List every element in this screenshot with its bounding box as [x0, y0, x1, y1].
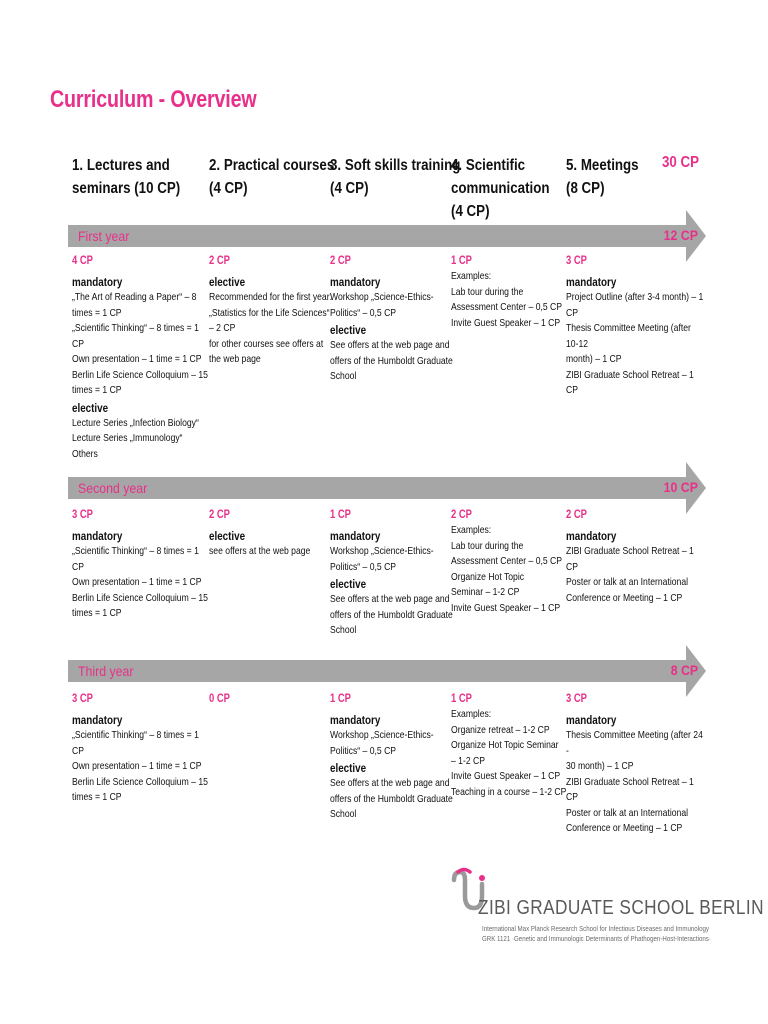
cell-line: Workshop „Science-Ethics-	[330, 545, 434, 557]
cell-line: ZIBI Graduate School Retreat – 1 CP	[566, 368, 694, 396]
column-header-line: (4 CP)	[209, 180, 248, 197]
column-header-5	[566, 154, 639, 200]
cell-line: offers of the Humboldt Graduate	[330, 354, 453, 367]
cell-subheading: mandatory	[566, 529, 617, 543]
cell-year3-col1	[72, 692, 212, 806]
cell-cp: 3 CP	[72, 509, 93, 521]
column-header-line: communication	[451, 180, 550, 197]
cell-cp: 1 CP	[451, 693, 472, 705]
cell-line: „Statistics for the Life Sciences“	[209, 306, 330, 319]
cell-line: Lecture Series „Infection Biology“	[72, 416, 199, 429]
cell-line: Examples:	[451, 524, 492, 536]
cell-line: Poster or talk at an International	[566, 576, 689, 588]
year-arrow	[68, 462, 708, 514]
cell-line: Politics“ – 0,5 CP	[330, 744, 397, 757]
cell-line: School	[330, 624, 357, 636]
cell-line: „Scientific Thinking“ – 8 times = 1 CP	[72, 729, 199, 757]
cell-line: Workshop „Science-Ethics-	[330, 729, 434, 741]
year-label: Second year	[78, 480, 148, 496]
cell-line: Berlin Life Science Colloquium – 15	[72, 775, 208, 788]
cell-cp: 3 CP	[566, 693, 587, 705]
cell-year3-col3	[330, 692, 470, 823]
cell-line: School	[330, 370, 357, 382]
cell-line: Organize retreat – 1-2 CP	[451, 723, 550, 736]
cell-line: times = 1 CP	[72, 607, 122, 619]
cell-line: „The Art of Reading a Paper“ – 8	[72, 291, 197, 303]
cell-line: Project Outline (after 3-4 month) – 1 CP	[566, 291, 704, 319]
cell-line: Berlin Life Science Colloquium – 15	[72, 368, 208, 381]
column-header-line: 1. Lectures and	[72, 157, 170, 174]
cell-line: – 1-2 CP	[451, 754, 485, 767]
cell-year1-col1	[72, 254, 212, 462]
cell-line: Conference or Meeting – 1 CP	[566, 591, 683, 604]
cell-line: Lab tour during the	[451, 539, 524, 552]
cell-line: See offers at the web page and	[330, 593, 450, 605]
page-title: Curriculum - Overview	[50, 86, 257, 113]
cell-line: Thesis Committee Meeting (after 10-12	[566, 322, 691, 350]
cell-line: Teaching in a course – 1-2 CP	[451, 785, 567, 798]
cell-subheading: mandatory	[330, 529, 381, 543]
cell-line: ZIBI Graduate School Retreat – 1 CP	[566, 775, 694, 803]
cell-line: School	[330, 808, 357, 820]
cell-line: times = 1 CP	[72, 791, 122, 803]
cell-line: Berlin Life Science Colloquium – 15	[72, 591, 208, 604]
cell-line: Invite Guest Speaker – 1 CP	[451, 316, 561, 329]
cell-cp: 0 CP	[209, 693, 230, 705]
cell-line: Examples:	[451, 270, 492, 282]
cell-cp: 2 CP	[209, 255, 230, 267]
cell-line: Politics“ – 0,5 CP	[330, 306, 397, 319]
cell-subheading: elective	[330, 323, 367, 337]
cell-cp: 2 CP	[566, 509, 587, 521]
year-bar-3	[68, 645, 708, 685]
cell-line: see offers at the web page	[209, 545, 311, 557]
cell-line: Workshop „Science-Ethics-	[330, 291, 434, 303]
cell-line: Assessment Center – 0,5 CP	[451, 301, 563, 313]
logo-subline-1: International Max Planck Research School for Infectious Diseases and Immunology	[482, 924, 709, 933]
cell-line: for other courses see offers at	[209, 337, 324, 350]
cell-subheading: mandatory	[566, 713, 617, 727]
cell-line: offers of the Humboldt Graduate	[330, 792, 453, 805]
year-cp: 12 CP	[663, 227, 698, 243]
cell-subheading: elective	[209, 529, 246, 543]
cell-line: „Scientific Thinking“ – 8 times = 1 CP	[72, 545, 199, 573]
cell-line: See offers at the web page and	[330, 777, 450, 789]
cell-year3-col2	[209, 692, 349, 712]
cell-year2-col3	[330, 508, 470, 639]
total-cp: 30 CP	[662, 154, 700, 171]
cell-subheading: elective	[330, 761, 367, 775]
column-header-3	[330, 154, 460, 200]
cell-line: Seminar – 1-2 CP	[451, 586, 520, 598]
cell-year3-col5	[566, 692, 706, 837]
cell-line: offers of the Humboldt Graduate	[330, 608, 453, 621]
cell-year1-col3	[330, 254, 470, 385]
cell-line: Own presentation – 1 time = 1 CP	[72, 353, 202, 365]
year-label: First year	[78, 228, 130, 244]
cell-subheading: mandatory	[566, 275, 617, 289]
cell-line: the web page	[209, 353, 261, 365]
cell-line: times = 1 CP	[72, 384, 122, 396]
cell-cp: 1 CP	[330, 693, 351, 705]
cell-line: times = 1 CP	[72, 306, 122, 319]
cell-cp: 2 CP	[451, 509, 472, 521]
cell-year2-col5	[566, 508, 706, 606]
cell-line: Own presentation – 1 time = 1 CP	[72, 760, 202, 772]
cell-subheading: mandatory	[330, 275, 381, 289]
cell-line: „Scientific Thinking“ – 8 times = 1 CP	[72, 322, 199, 350]
cell-line: ZIBI Graduate School Retreat – 1 CP	[566, 545, 694, 573]
cell-year2-col2	[209, 508, 349, 560]
year-cp: 10 CP	[663, 479, 698, 495]
year-bar-2	[68, 462, 708, 502]
cell-subheading: mandatory	[72, 529, 123, 543]
cell-line: Lecture Series „Immunology“	[72, 432, 183, 444]
cell-cp: 4 CP	[72, 255, 93, 267]
cell-year2-col1	[72, 508, 212, 622]
cell-subheading: elective	[209, 275, 246, 289]
cell-subheading: mandatory	[72, 713, 123, 727]
cell-line: Assessment Center – 0,5 CP	[451, 555, 563, 567]
cell-subheading: mandatory	[330, 713, 381, 727]
column-header-line: (4 CP)	[330, 180, 369, 197]
cell-cp: 2 CP	[330, 255, 351, 267]
cell-line: Others	[72, 447, 98, 460]
cell-line: See offers at the web page and	[330, 339, 450, 351]
cell-cp: 1 CP	[451, 255, 472, 267]
cell-line: Own presentation – 1 time = 1 CP	[72, 576, 202, 588]
column-header-line: (4 CP)	[451, 203, 490, 220]
column-header-line: (8 CP)	[566, 180, 605, 197]
cell-line: Invite Guest Speaker – 1 CP	[451, 770, 561, 782]
cell-line: Thesis Committee Meeting (after 24 -	[566, 729, 703, 757]
cell-line: Lab tour during the	[451, 285, 524, 298]
cell-line: Examples:	[451, 708, 492, 720]
year-arrow	[68, 645, 708, 697]
zibi-logo	[448, 866, 764, 956]
cell-cp: 3 CP	[72, 693, 93, 705]
cell-line: Organize Hot Topic	[451, 570, 525, 583]
cell-cp: 3 CP	[566, 255, 587, 267]
logo-name: ZIBI GRADUATE SCHOOL BERLIN	[478, 896, 764, 919]
cell-line: 30 month) – 1 CP	[566, 760, 634, 772]
cell-year1-col2	[209, 254, 349, 368]
column-header-1	[72, 154, 180, 200]
column-header-2	[209, 154, 334, 200]
cell-line: Invite Guest Speaker – 1 CP	[451, 601, 561, 614]
cell-line: Poster or talk at an International	[566, 806, 689, 819]
column-header-line: 3. Soft skills training	[330, 157, 461, 174]
column-header-line: 4. Scientific	[451, 157, 526, 174]
column-header-line: 5. Meetings	[566, 157, 639, 174]
column-header-line: seminars (10 CP)	[72, 180, 181, 197]
cell-line: – 2 CP	[209, 322, 236, 334]
year-bar-1	[68, 210, 708, 250]
cell-subheading: elective	[330, 577, 367, 591]
year-cp: 8 CP	[670, 662, 698, 678]
cell-subheading: mandatory	[72, 275, 123, 289]
cell-line: Recommended for the first year:	[209, 291, 332, 303]
logo-subline-2: GRK 1121 ·Genetic and Immunologic Determinants of Phathogen-Host-Interactions·	[482, 934, 711, 943]
cell-line: month) – 1 CP	[566, 353, 622, 365]
cell-cp: 2 CP	[209, 509, 230, 521]
cell-line: Conference or Meeting – 1 CP	[566, 822, 683, 834]
cell-subheading: elective	[72, 400, 109, 415]
cell-year1-col5	[566, 254, 706, 399]
cell-cp: 1 CP	[330, 509, 351, 521]
cell-line: Organize Hot Topic Seminar	[451, 739, 559, 751]
cell-line: Politics“ – 0,5 CP	[330, 560, 397, 573]
year-label: Third year	[78, 663, 134, 679]
column-header-line: 2. Practical courses	[209, 157, 335, 174]
